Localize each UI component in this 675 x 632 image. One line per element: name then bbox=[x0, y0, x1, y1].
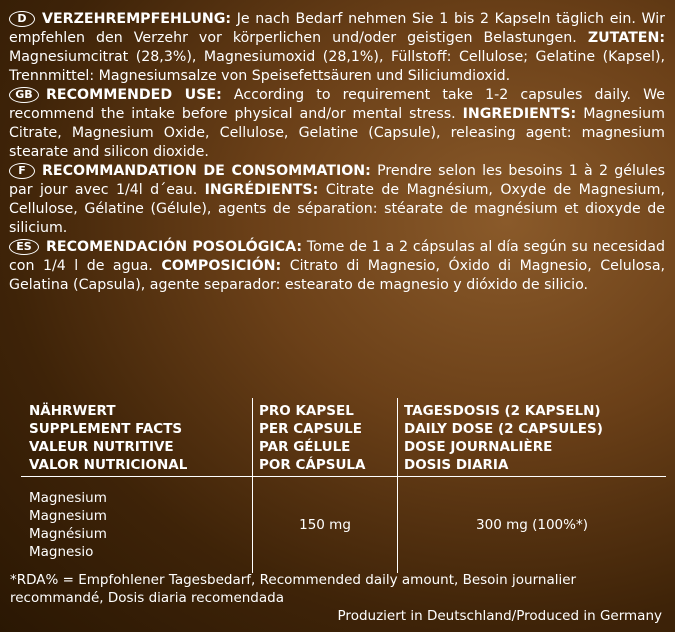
header-line: DAILY DOSE (2 CAPSULES) bbox=[404, 421, 603, 437]
header-line: TAGESDOSIS (2 KAPSELN) bbox=[404, 403, 601, 419]
header-line: PRO KAPSEL bbox=[259, 403, 354, 419]
use-title-fr: RECOMMANDATION DE CONSOMMATION: bbox=[42, 163, 371, 179]
made-in-note: Produziert in Deutschland/Produced in Germany bbox=[337, 608, 662, 624]
ingredients-title-es: COMPOSICIÓN: bbox=[161, 258, 282, 274]
nutrient-line: Magnesium bbox=[29, 490, 107, 506]
header-line: DOSIS DIARIA bbox=[404, 457, 509, 473]
use-text-gb: According to requirement take 1-2 capsules daily. We recommend the intake before physical and/or mental stress. bbox=[9, 87, 665, 122]
table-row bbox=[21, 477, 666, 574]
header-line: POR CÁPSULA bbox=[259, 457, 366, 473]
language-badge-fr: F bbox=[9, 163, 35, 179]
nutrient-name bbox=[21, 477, 253, 574]
header-line: PER CAPSULE bbox=[259, 421, 362, 437]
use-title-gb: RECOMMENDED USE: bbox=[46, 87, 222, 103]
header-nutrient bbox=[21, 398, 253, 477]
header-line: VALEUR NUTRITIVE bbox=[29, 439, 174, 455]
nutrient-line: Magnésium bbox=[29, 526, 107, 542]
use-title-de: VERZEHREMPFEHLUNG: bbox=[42, 11, 232, 27]
language-badge-es: ES bbox=[9, 239, 39, 255]
header-line: NÄHRWERT bbox=[29, 403, 116, 419]
nutrition-table bbox=[21, 398, 666, 573]
header-daily-dose bbox=[398, 398, 667, 477]
ingredients-title-gb: INGREDIENTS: bbox=[462, 106, 577, 122]
section-es bbox=[9, 238, 665, 295]
use-text-de: Je nach Bedarf nehmen Sie 1 bis 2 Kapseln täglich ein. Wir empfehlen den Verzehr vor körperlichen und/oder geistigen Belastungen. bbox=[9, 11, 666, 46]
use-text-es: Tome de 1 a 2 cápsulas al día según su necesidad con 1/4 l de agua. bbox=[9, 239, 665, 274]
footer bbox=[10, 571, 662, 625]
daily-dose-value: 300 mg (100%*) bbox=[476, 517, 588, 533]
use-title-es: RECOMENDACIÓN POSOLÓGICA: bbox=[46, 239, 302, 255]
table-header-row bbox=[21, 398, 666, 477]
ingredients-title-de: ZUTATEN: bbox=[587, 30, 666, 46]
nutrient-line: Magnesium bbox=[29, 508, 107, 524]
header-per-capsule bbox=[253, 398, 398, 477]
ingredients-text-gb: Magnesium Citrate, Magnesium Oxide, Cellulose, Gelatine (Capsule), releasing agent: magnesium stearate and silicon dioxide. bbox=[9, 106, 665, 160]
section-de bbox=[9, 10, 665, 86]
section-gb bbox=[9, 86, 665, 162]
language-badge-gb: GB bbox=[9, 87, 39, 103]
header-line: DOSE JOURNALIÈRE bbox=[404, 439, 553, 455]
label-text bbox=[9, 10, 665, 295]
header-line: VALOR NUTRICIONAL bbox=[29, 457, 188, 473]
section-fr bbox=[9, 162, 665, 238]
per-capsule-value: 150 mg bbox=[253, 477, 398, 574]
rda-footnote: *RDA% = Empfohlener Tagesbedarf, Recommended daily amount, Besoin journalier recommandé, Dosis diaria recomendada bbox=[10, 572, 577, 606]
ingredients-text-es: Citrato di Magnesio, Óxido di Magnesio, Celulosa, Gelatina (Capsula), agente separador: estearato de magnesio y dióxido de silicio. bbox=[9, 258, 666, 293]
language-badge-de: D bbox=[9, 11, 35, 27]
header-line: PAR GÉLULE bbox=[259, 439, 351, 455]
nutrient-line: Magnesio bbox=[29, 544, 94, 560]
ingredients-text-fr: Citrate de Magnésium, Oxyde de Magnesium, Cellulose, Gélatine (Gélule), agents de séparation: stéarate de magnésium et dioxyde de silicium. bbox=[9, 182, 665, 236]
header-line: SUPPLEMENT FACTS bbox=[29, 421, 183, 437]
use-text-fr: Prendre selon les besoins 1 à 2 gélules par jour avec 1/4l d´eau. bbox=[9, 163, 665, 198]
ingredients-title-fr: INGRÉDIENTS: bbox=[204, 182, 319, 198]
ingredients-text-de: Magnesiumcitrat (28,3%), Magnesiumoxid (28,1%), Füllstoff: Cellulose; Gelatine (Kapsel), Trennmittel: Magnesiumsalze von Speisefettsäuren und Siliciumdioxid. bbox=[9, 49, 665, 84]
